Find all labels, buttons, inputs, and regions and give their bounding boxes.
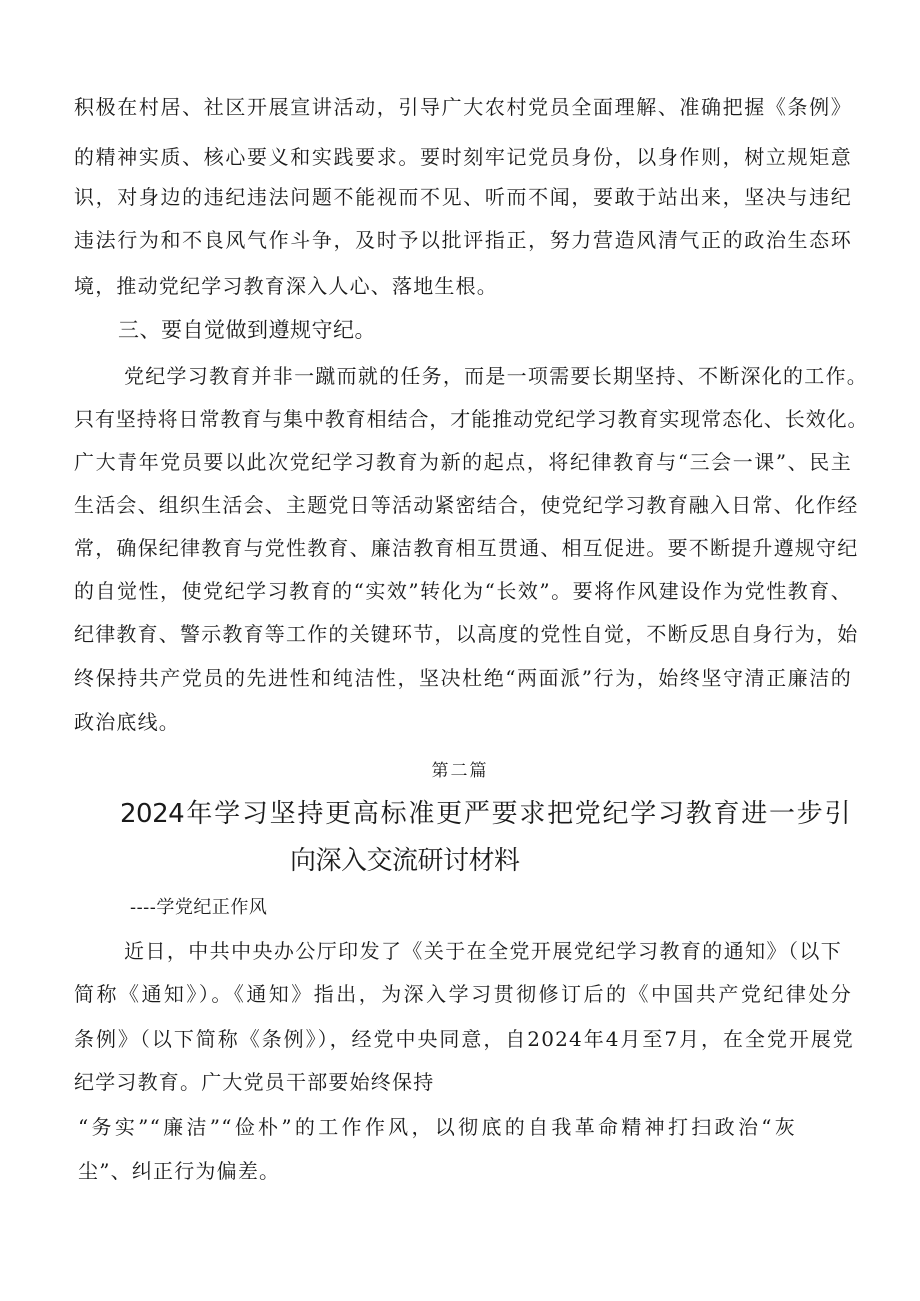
paragraph-line: 境，推动党纪学习教育深入人心、落地生根。 [74,274,498,298]
paragraph-line: 政治底线。 [74,710,180,734]
section-heading: 三、要自觉做到遵规守纪。 [118,318,376,342]
document-title-line1: 2024年学习坚持更高标准更严要求把党纪学习教育进一步引 [120,799,850,829]
document-title-line2: 向深入交流研讨材料 [290,846,520,876]
paragraph-line: 纪律教育、警示教育等工作的关键环节，以高度的党性自觉，不断反思自身行为，始 [74,622,859,646]
paragraph-line: 简称《通知》）。《通知》指出，为深入学习贯彻修订后的《中国共产党纪律处分 [74,982,852,1006]
paragraph-line: 违法行为和不良风气作斗争，及时予以批评指正，努力营造风清气正的政治生态环 [74,228,852,252]
paragraph-line: 生活会、组织生活会、主题党日等活动紧密结合，使党纪学习教育融入日常、化作经 [74,493,859,517]
paragraph-line: 积极在村居、社区开展宣讲活动，引导广大农村党员全面理解、准确把握《条例》 [74,95,852,119]
paragraph-line: 党纪学习教育并非一蹴而就的任务，而是一项需要长期坚持、不断深化的工作。 [124,364,868,388]
paragraph-line: 纪学习教育。广大党员干部要始终保持 [74,1070,435,1094]
paragraph-line: 条例》（以下简称《条例》），经党中央同意，自2024年4月至7月，在全党开展党 [74,1027,854,1051]
section-label: 第二篇 [431,761,489,781]
paragraph-line: 常，确保纪律教育与党性教育、廉洁教育相互贯通、相互促进。要不断提升遵规守纪 [74,536,859,560]
paragraph-line: 广大青年党员要以此次党纪学习教育为新的起点，将纪律教育与“三会一课”、民主 [74,450,852,474]
document-subtitle: ----学党纪正作风 [130,897,268,918]
paragraph-line: 终保持共产党员的先进性和纯洁性，坚决杜绝“两面派”行为，始终坚守清正廉洁的 [74,666,852,690]
paragraph-line: 近日，中共中央办公厅印发了《关于在全党开展党纪学习教育的通知》（以下 [124,939,842,963]
paragraph-line: 只有坚持将日常教育与集中教育相结合，才能推动党纪学习教育实现常态化、长效化。 [74,407,868,431]
paragraph-line: “务实”“廉洁”“俭朴”的工作作风，以彻底的自我革命精神打扫政治“灰 [78,1115,796,1139]
paragraph-line: 的自觉性，使党纪学习教育的“实效”转化为“长效”。要将作风建设作为党性教育、 [74,579,852,603]
paragraph-line: 尘”、纠正行为偏差。 [78,1159,281,1183]
paragraph-line: 的精神实质、核心要义和实践要求。要时刻牢记党员身份，以身作则，树立规矩意 [74,145,852,169]
paragraph-line: 识，对身边的违纪违法问题不能视而不见、听而不闻，要敢于站出来，坚决与违纪 [74,185,852,209]
